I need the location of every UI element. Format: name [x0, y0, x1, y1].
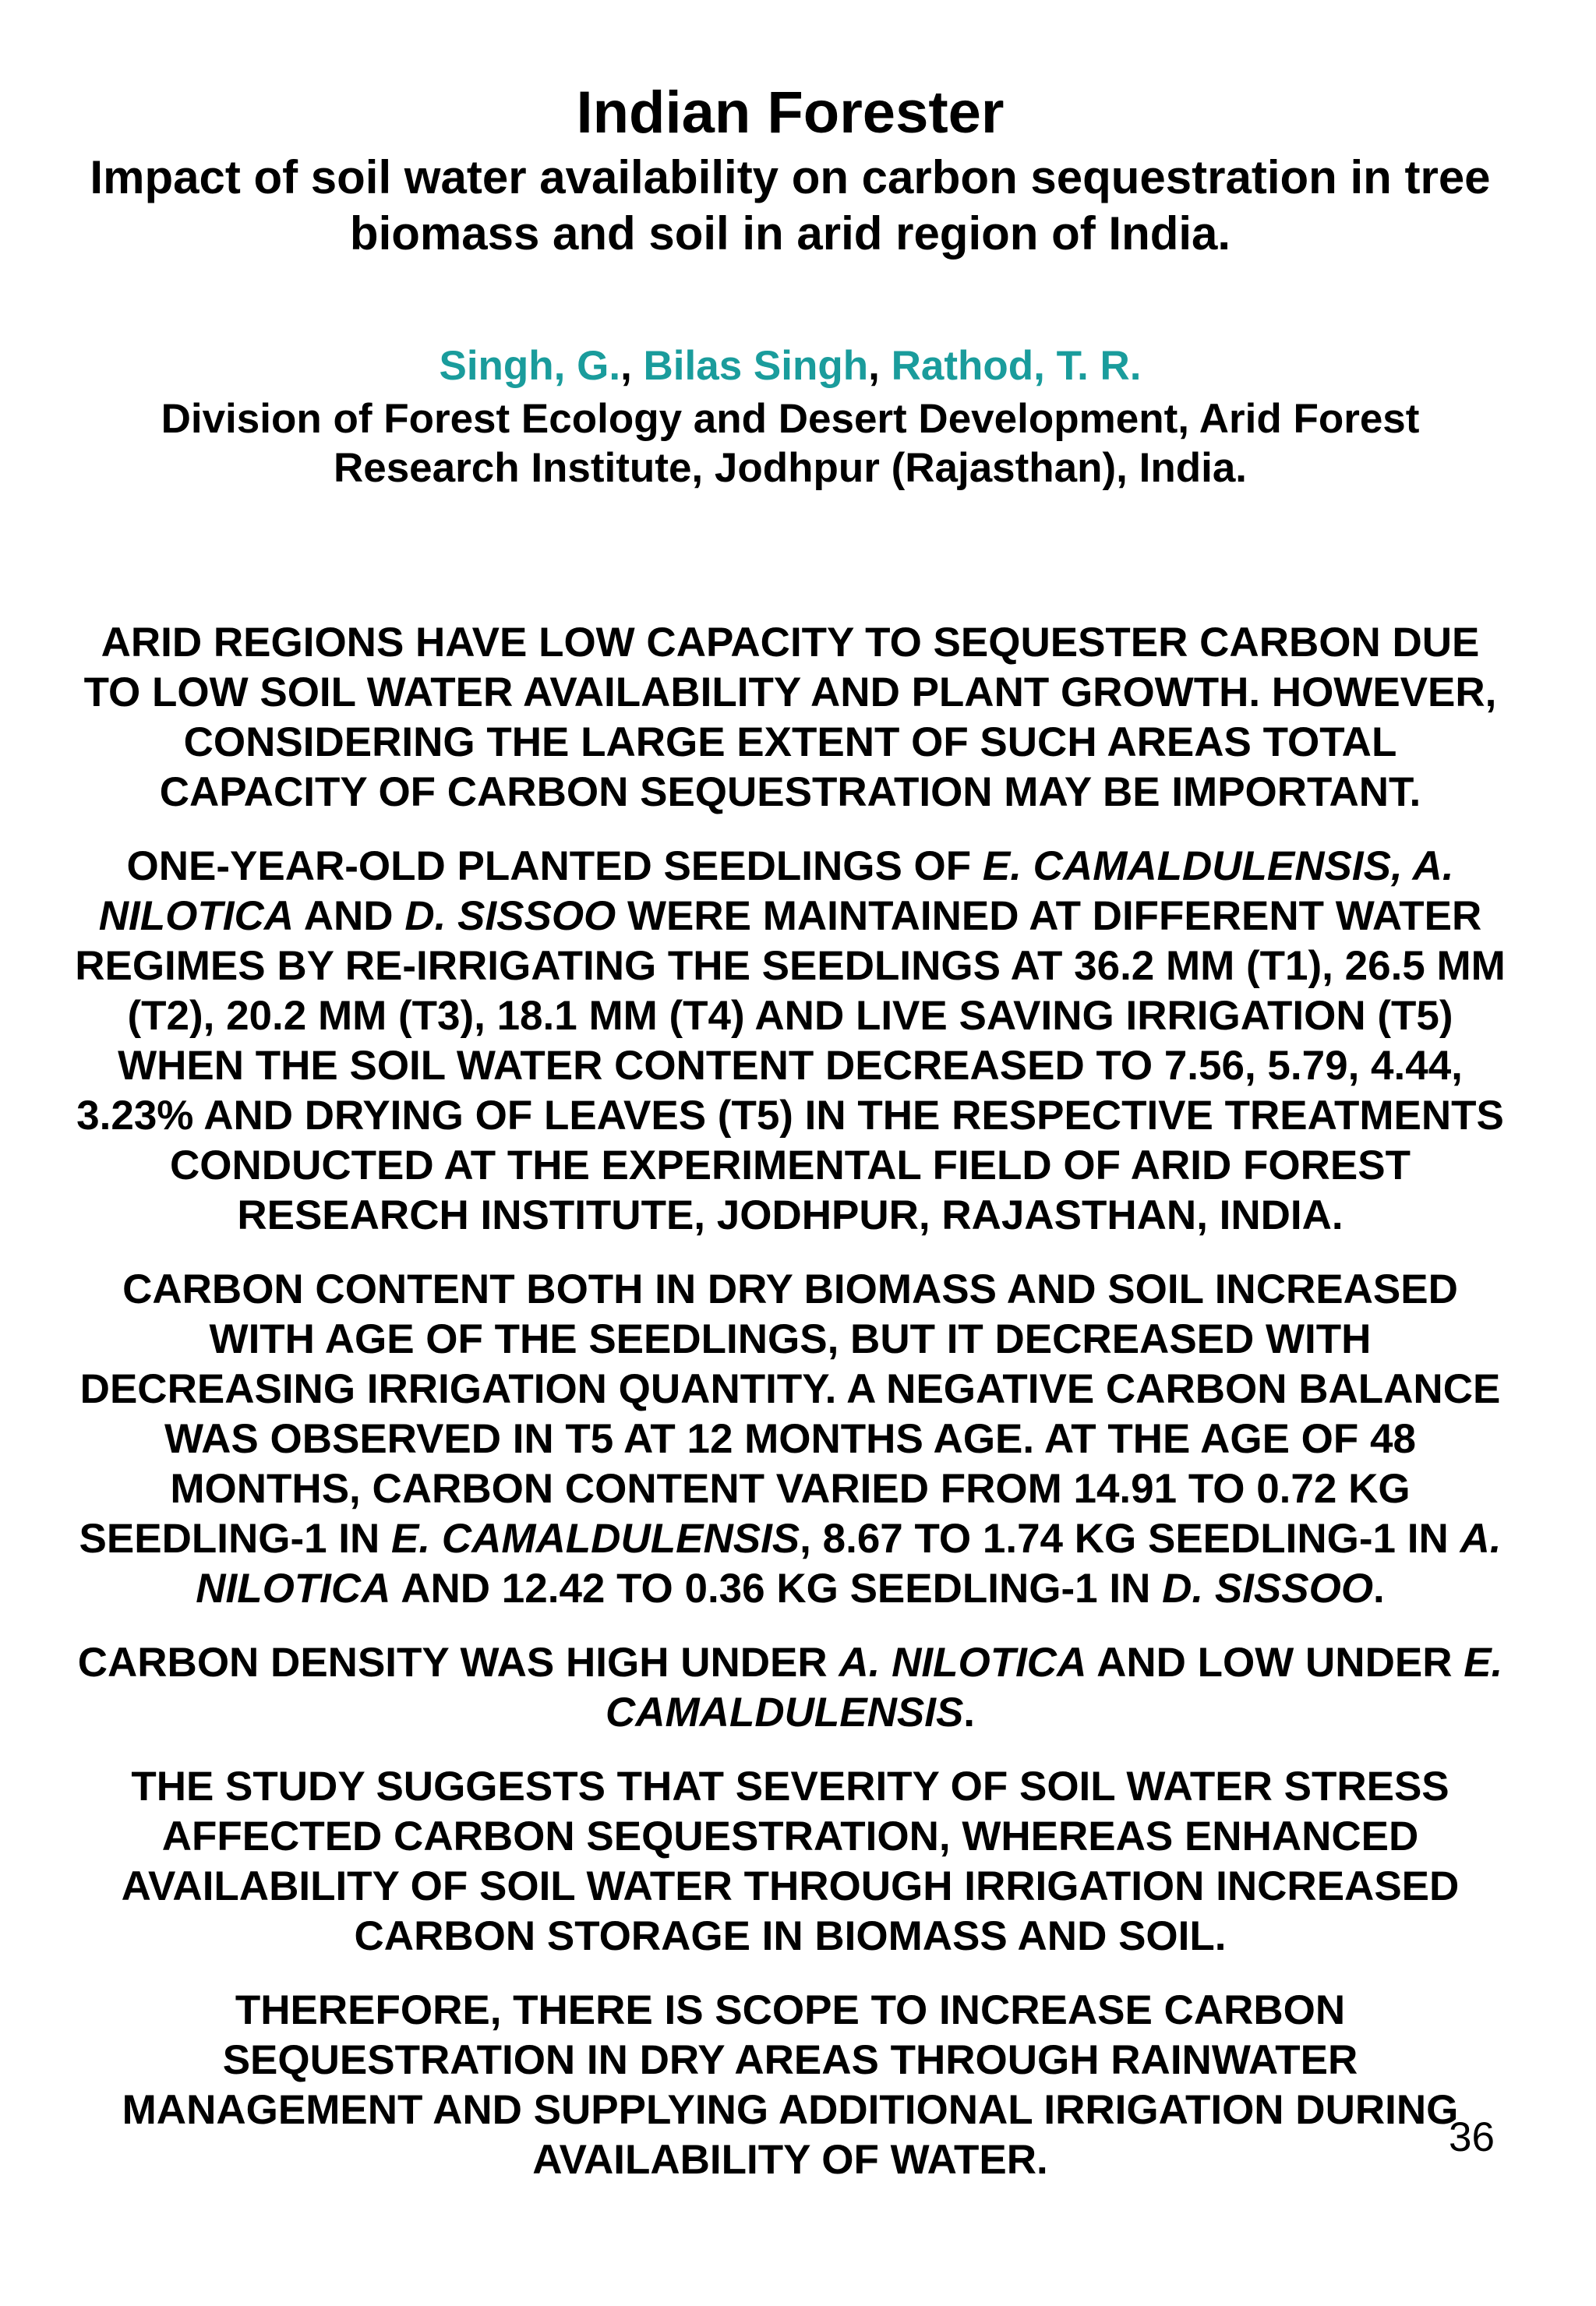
abstract-text: REGIMES BY RE-IRRIGATING THE SEEDLINGS AT 36.2 MM (T1), 26.5 MM [75, 943, 1506, 989]
abstract-text: SEEDLING-1 IN [79, 1516, 392, 1562]
abstract-text: MANAGEMENT AND SUPPLYING ADDITIONAL IRRIGATION DURING [122, 2087, 1459, 2133]
abstract-text: DECREASING IRRIGATION QUANTITY. A NEGATIVE CARBON BALANCE [79, 1366, 1501, 1412]
author-link[interactable]: Bilas Singh [643, 343, 869, 389]
author-separator: , [620, 343, 644, 389]
species-name-italic: CAMALDULENSIS [605, 1690, 964, 1736]
abstract-paragraph [0, 618, 1580, 818]
abstract-line [0, 842, 1580, 892]
abstract-line [0, 1265, 1580, 1315]
abstract-line [0, 892, 1580, 941]
affiliation [0, 394, 1580, 493]
abstract-paragraph [0, 1638, 1580, 1738]
abstract-line [0, 1041, 1580, 1091]
abstract-line [0, 1986, 1580, 2036]
abstract-text: WHEN THE SOIL WATER CONTENT DECREASED TO 7.56, 5.79, 4.44, [118, 1043, 1463, 1089]
species-name-italic: NILOTICA [196, 1566, 391, 1612]
abstract-line [0, 1912, 1580, 1962]
affiliation-line: Division of Forest Ecology and Desert Development, Arid Forest [161, 396, 1420, 442]
species-name-italic: E. CAMALDULENSIS, A. [982, 843, 1454, 889]
abstract-line [0, 1762, 1580, 1812]
abstract-text: WERE MAINTAINED AT DIFFERENT WATER [616, 893, 1482, 939]
abstract-paragraph [0, 1762, 1580, 1962]
author-link[interactable]: Rathod, T. R. [891, 343, 1142, 389]
abstract-text: WITH AGE OF THE SEEDLINGS, BUT IT DECREASED WITH [209, 1316, 1372, 1362]
abstract-paragraph [0, 1265, 1580, 1614]
species-name-italic: A. [1460, 1516, 1502, 1562]
abstract-line [0, 1414, 1580, 1464]
abstract-line [0, 991, 1580, 1041]
species-name-italic: D. SISSOO [1162, 1566, 1374, 1612]
abstract-paragraph [0, 842, 1580, 1241]
abstract-line [0, 1514, 1580, 1564]
abstract-text: AVAILABILITY OF SOIL WATER THROUGH IRRIGATION INCREASED [121, 1863, 1460, 1909]
article-title-line: Impact of soil water availability on carbon sequestration in tree [90, 151, 1491, 203]
abstract-line [0, 941, 1580, 991]
abstract-line [0, 2135, 1580, 2185]
abstract-text: AVAILABILITY OF WATER. [532, 2137, 1048, 2183]
abstract-text: CONSIDERING THE LARGE EXTENT OF SUCH AREAS TOTAL [183, 719, 1397, 765]
abstract-line [0, 1688, 1580, 1738]
affiliation-line: Research Institute, Jodhpur (Rajasthan), India. [333, 445, 1248, 491]
abstract-line [0, 1315, 1580, 1365]
author-separator: , [868, 343, 892, 389]
abstract-line [0, 1862, 1580, 1912]
species-name-italic: E. CAMALDULENSIS [391, 1516, 800, 1562]
abstract-text: AFFECTED CARBON SEQUESTRATION, WHEREAS ENHANCED [161, 1813, 1419, 1859]
abstract-text: CAPACITY OF CARBON SEQUESTRATION MAY BE IMPORTANT. [159, 769, 1421, 815]
abstract-text: CARBON DENSITY WAS HIGH UNDER [77, 1640, 839, 1686]
species-name-italic: NILOTICA [98, 893, 294, 939]
author-list [0, 341, 1580, 391]
abstract-line [0, 1091, 1580, 1141]
abstract-line [0, 718, 1580, 768]
abstract-text: 3.23% AND DRYING OF LEAVES (T5) IN THE RESPECTIVE TREATMENTS [76, 1093, 1504, 1139]
abstract-paragraph [0, 1986, 1580, 2185]
abstract-text: AND LOW UNDER [1086, 1640, 1464, 1686]
abstract-line [0, 668, 1580, 718]
abstract-line [0, 1464, 1580, 1514]
abstract-text: AND 12.42 TO 0.36 KG SEEDLING-1 IN [390, 1566, 1163, 1612]
abstract-text: TO LOW SOIL WATER AVAILABILITY AND PLANT GROWTH. HOWEVER, [83, 669, 1497, 715]
page-number: 36 [1449, 2114, 1495, 2160]
species-name-italic: D. SISSOO [404, 893, 616, 939]
abstract-line [0, 768, 1580, 818]
abstract-text: . [1373, 1566, 1385, 1612]
abstract-line [0, 1365, 1580, 1414]
abstract-text: RESEARCH INSTITUTE, JODHPUR, RAJASTHAN, INDIA. [237, 1192, 1344, 1238]
article-title-line: biomass and soil in arid region of India. [349, 207, 1231, 260]
author-link[interactable]: Singh, G. [439, 343, 621, 389]
article-title [0, 150, 1580, 262]
journal-title: Indian Forester [576, 79, 1005, 146]
abstract-text: MONTHS, CARBON CONTENT VARIED FROM 14.91 TO 0.72 KG [170, 1466, 1411, 1512]
abstract-text: CARBON CONTENT BOTH IN DRY BIOMASS AND SOIL INCREASED [122, 1266, 1458, 1312]
abstract-text: , 8.67 TO 1.74 KG SEEDLING-1 IN [800, 1516, 1460, 1562]
abstract [0, 618, 1580, 2185]
abstract-text: THEREFORE, THERE IS SCOPE TO INCREASE CARBON [235, 1987, 1346, 2033]
abstract-text: THE STUDY SUGGESTS THAT SEVERITY OF SOIL WATER STRESS [131, 1764, 1449, 1810]
abstract-text: . [963, 1690, 976, 1736]
abstract-text: ARID REGIONS HAVE LOW CAPACITY TO SEQUESTER CARBON DUE [101, 620, 1480, 666]
abstract-text: ONE-YEAR-OLD PLANTED SEEDLINGS OF [126, 843, 983, 889]
abstract-line [0, 2036, 1580, 2085]
abstract-line [0, 1812, 1580, 1862]
abstract-line [0, 1638, 1580, 1688]
abstract-line [0, 1191, 1580, 1241]
abstract-line [0, 618, 1580, 668]
species-name-italic: E. [1464, 1640, 1503, 1686]
abstract-text: CONDUCTED AT THE EXPERIMENTAL FIELD OF ARID FOREST [170, 1142, 1411, 1188]
species-name-italic: A. NILOTICA [839, 1640, 1087, 1686]
abstract-text: CARBON STORAGE IN BIOMASS AND SOIL. [354, 1913, 1227, 1959]
abstract-line [0, 1141, 1580, 1191]
abstract-text: SEQUESTRATION IN DRY AREAS THROUGH RAINWATER [222, 2037, 1358, 2083]
abstract-line [0, 1564, 1580, 1614]
abstract-text: (T2), 20.2 MM (T3), 18.1 MM (T4) AND LIVE SAVING IRRIGATION (T5) [127, 993, 1453, 1039]
abstract-line [0, 2085, 1580, 2135]
abstract-text: AND [294, 893, 405, 939]
abstract-text: WAS OBSERVED IN T5 AT 12 MONTHS AGE. AT THE AGE OF 48 [164, 1416, 1416, 1462]
